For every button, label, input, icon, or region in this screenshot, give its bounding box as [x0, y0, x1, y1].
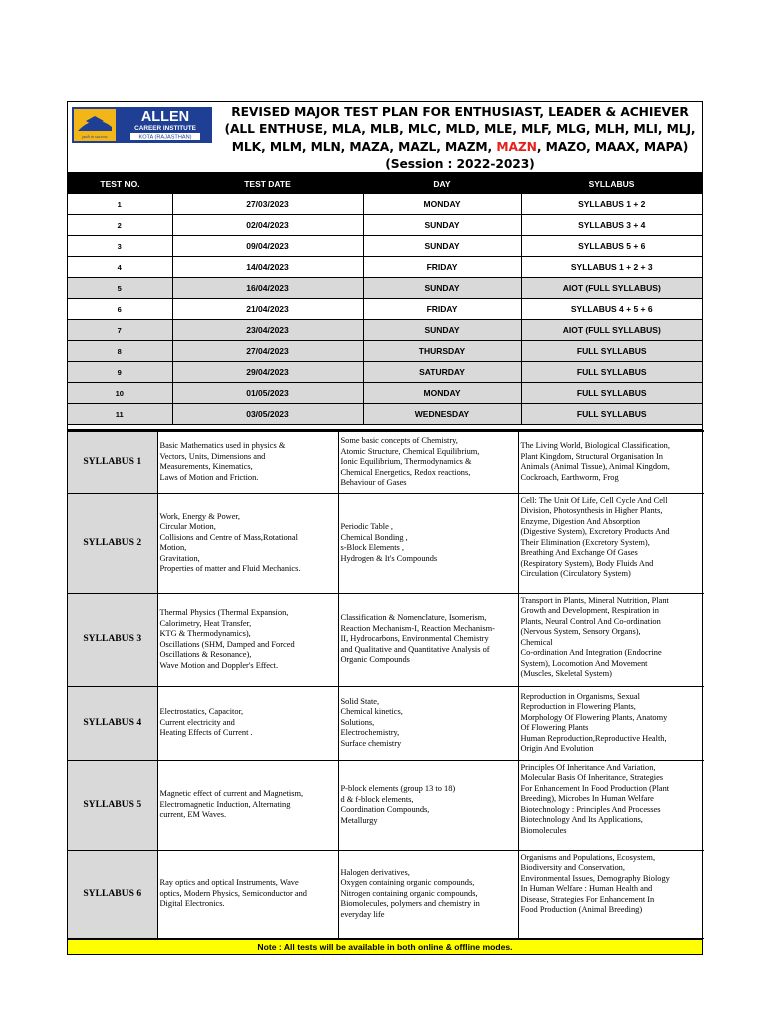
- topic-line: Plant Kingdom, Structural Organisation In: [520, 451, 663, 461]
- topic-line: Reproduction in Organisms, Sexual: [520, 691, 640, 701]
- schedule-row: [68, 257, 702, 278]
- biology-topics: [518, 760, 704, 850]
- highlighted-batch: MAZN: [496, 139, 537, 154]
- topic-line: Principles Of Inheritance And Variation,: [520, 762, 656, 772]
- test-day-cell: SUNDAY: [363, 236, 521, 257]
- title-line-3-end: , MAZO, MAAX, MAPA): [536, 139, 689, 154]
- logo-tagline: path to success: [82, 134, 108, 139]
- syllabus-row: [68, 850, 704, 938]
- column-header: SYLLABUS: [521, 173, 702, 194]
- topic-line: Surface chemistry: [340, 738, 402, 748]
- test-day-cell: FRIDAY: [363, 257, 521, 278]
- topic-line: Biotechnology : Principles And Processes: [520, 804, 661, 814]
- topic-line: Digital Electronics.: [159, 899, 225, 909]
- physics-topics: [157, 493, 338, 593]
- syllabus-label: SYLLABUS 1: [68, 431, 157, 493]
- allen-logo: [72, 107, 212, 143]
- topic-line: Circular Motion,: [159, 522, 216, 531]
- test-date-cell: 03/05/2023: [172, 404, 363, 425]
- syllabus-row: [68, 760, 704, 850]
- topic-line: and Qualitative and Quantitative Analysis of: [340, 644, 490, 654]
- syllabus-label: SYLLABUS 4: [68, 686, 157, 760]
- test-day-cell: SUNDAY: [363, 320, 521, 341]
- schedule-table: [68, 173, 702, 430]
- topic-line: Enzyme, Digestion And Absorption: [520, 516, 641, 526]
- topic-line: (Respiratory System), Body Fluids And: [520, 558, 654, 568]
- topic-line: Ionic Equilibrium, Thermodynamics &: [340, 457, 472, 466]
- test-number-cell: 11: [68, 404, 172, 425]
- topic-line: System), Locomotion And Movement: [520, 658, 648, 668]
- chemistry-topics: [338, 493, 518, 593]
- test-number-cell: 8: [68, 341, 172, 362]
- topic-line: Oscillations & Resonance),: [159, 650, 252, 659]
- test-number-cell: 10: [68, 383, 172, 404]
- test-syllabus-cell: FULL SYLLABUS: [521, 341, 702, 362]
- topic-line: Cockroach, Earthworm, Frog: [520, 472, 619, 482]
- biology-topics: [518, 593, 704, 686]
- topic-line: Their Elimination (Excretory System),: [520, 537, 650, 547]
- topic-line: optics, Modern Physics, Semiconductor and: [159, 888, 307, 898]
- topic-line: (Nervous System, Sensory Organs),: [520, 627, 641, 636]
- topic-line: Biotechnology And Its Applications,: [520, 815, 643, 824]
- schedule-header-row: [68, 173, 702, 194]
- test-syllabus-cell: AIOT (FULL SYLLABUS): [521, 320, 702, 341]
- topic-line: Halogen derivatives,: [340, 867, 410, 877]
- test-syllabus-cell: FULL SYLLABUS: [521, 362, 702, 383]
- test-date-cell: 09/04/2023: [172, 236, 363, 257]
- syllabus-label: SYLLABUS 3: [68, 593, 157, 686]
- topic-line: Work, Energy & Power,: [159, 511, 240, 521]
- biology-topics: [518, 493, 704, 593]
- test-number-cell: 7: [68, 320, 172, 341]
- test-syllabus-cell: FULL SYLLABUS: [521, 383, 702, 404]
- topic-line: Environmental Issues, Demography Biology: [520, 873, 670, 883]
- topic-line: Electrochemistry,: [340, 728, 400, 738]
- chemistry-topics: [338, 686, 518, 760]
- topic-line: KTG & Thermodynamics),: [159, 629, 251, 638]
- topic-line: s-Block Elements ,: [340, 543, 404, 552]
- schedule-row: [68, 320, 702, 341]
- topic-line: Basic Mathematics used in physics &: [159, 441, 286, 451]
- logo-location: KOTA (RAJASTHAN): [138, 134, 192, 141]
- topic-line: Breathing And Exchange Of Gases: [520, 548, 638, 557]
- topic-line: Atomic Structure, Chemical Equilibrium,: [340, 446, 480, 456]
- test-date-cell: 01/05/2023: [172, 383, 363, 404]
- topic-line: Current electricity and: [159, 717, 235, 727]
- test-syllabus-cell: SYLLABUS 4 + 5 + 6: [521, 299, 702, 320]
- test-date-cell: 16/04/2023: [172, 278, 363, 299]
- test-date-cell: 27/04/2023: [172, 341, 363, 362]
- topic-line: Organisms and Populations, Ecosystem,: [520, 852, 656, 862]
- test-day-cell: SATURDAY: [363, 362, 521, 383]
- test-syllabus-cell: SYLLABUS 1 + 2: [521, 194, 702, 215]
- topic-line: Coordination Compounds,: [340, 805, 430, 814]
- title-line-3-start: MLK, MLM, MLN, MAZA, MAZL, MAZM,: [231, 139, 497, 154]
- topic-line: Solutions,: [340, 717, 375, 727]
- topic-line: Biomolecules: [520, 825, 567, 835]
- topic-line: In Human Welfare : Human Health and: [520, 884, 653, 893]
- topic-line: Origin And Evolution: [520, 744, 594, 753]
- test-syllabus-cell: SYLLABUS 3 + 4: [521, 215, 702, 236]
- chemistry-topics: [338, 760, 518, 850]
- topic-line: Motion,: [159, 543, 187, 552]
- topic-line: Disease, Strategies For Enhancement In: [520, 894, 655, 904]
- test-number-cell: 3: [68, 236, 172, 257]
- chemistry-topics: [338, 431, 518, 493]
- biology-topics: [518, 431, 704, 493]
- column-header: TEST NO.: [68, 173, 172, 194]
- syllabus-label: SYLLABUS 5: [68, 760, 157, 850]
- title-line-1: REVISED MAJOR TEST PLAN FOR ENTHUSIAST, LEADER & ACHIEVER: [231, 105, 689, 119]
- topic-line: Organic Compounds: [340, 655, 410, 665]
- topic-line: Chemical Energetics, Redox reactions,: [340, 467, 471, 477]
- schedule-row: [68, 236, 702, 257]
- topic-line: (Muscles, Skeletal System): [520, 669, 612, 678]
- schedule-row: [68, 362, 702, 383]
- test-number-cell: 6: [68, 299, 172, 320]
- schedule-body: [68, 194, 702, 430]
- topic-line: Food Production (Animal Breeding): [520, 905, 643, 914]
- physics-topics: [157, 686, 338, 760]
- topic-line: Division, Photosynthesis in Higher Plants,: [520, 506, 663, 515]
- test-date-cell: 23/04/2023: [172, 320, 363, 341]
- topic-line: Chemical Bonding ,: [340, 532, 408, 542]
- topic-line: Calorimetry, Heat Transfer,: [159, 618, 252, 628]
- test-number-cell: 1: [68, 194, 172, 215]
- topic-line: Ray optics and optical Instruments, Wave: [159, 878, 299, 888]
- test-day-cell: SUNDAY: [363, 215, 521, 236]
- title-line-3: [218, 139, 702, 156]
- schedule-row: [68, 278, 702, 299]
- test-day-cell: WEDNESDAY: [363, 404, 521, 425]
- test-syllabus-cell: AIOT (FULL SYLLABUS): [521, 278, 702, 299]
- syllabus-row: [68, 493, 704, 593]
- logo-brand: ALLEN: [140, 109, 190, 125]
- test-number-cell: 4: [68, 257, 172, 278]
- topic-line: Metallurgy: [340, 815, 378, 825]
- syllabus-label: SYLLABUS 2: [68, 493, 157, 593]
- schedule-row: [68, 215, 702, 236]
- topic-line: Oscillations (SHM, Damped and Forced: [159, 639, 295, 649]
- title-line-2: (ALL ENTHUSE, MLA, MLB, MLC, MLD, MLE, MLF, MLG, MLH, MLI, MLJ,: [224, 122, 696, 137]
- topic-line: Chemical: [520, 637, 553, 647]
- topic-line: Measurements, Kinematics,: [159, 462, 253, 472]
- topic-line: Wave Motion and Doppler's Effect.: [159, 660, 279, 670]
- topic-line: Plants, Neural Control And Co-ordination: [520, 616, 661, 626]
- topic-line: Hydrogen & It's Compounds: [340, 553, 438, 563]
- topic-line: Cell: The Unit Of Life, Cell Cycle And Cell: [520, 495, 668, 505]
- topic-line: Vectors, Units, Dimensions and: [159, 451, 266, 461]
- test-day-cell: THURSDAY: [363, 341, 521, 362]
- biology-topics: [518, 686, 704, 760]
- syllabus-body: [68, 431, 704, 938]
- topic-line: Co-ordination And Integration (Endocrine: [520, 648, 662, 657]
- test-day-cell: MONDAY: [363, 383, 521, 404]
- chemistry-topics: [338, 593, 518, 686]
- topic-line: Transport in Plants, Mineral Nutrition, Plant: [520, 595, 669, 605]
- schedule-row: [68, 299, 702, 320]
- topic-line: Solid State,: [340, 696, 380, 706]
- topic-line: (Digestive System), Excretory Products And: [520, 527, 670, 536]
- topic-line: Growth and Development, Respiration in: [520, 606, 659, 615]
- biology-topics: [518, 850, 704, 938]
- topic-line: Reproduction in Flowering Plants,: [520, 702, 636, 711]
- topic-line: Reaction Mechanism-I, Reaction Mechanism-: [340, 623, 495, 633]
- schedule-row: [68, 341, 702, 362]
- column-header: DAY: [363, 173, 521, 194]
- test-date-cell: 14/04/2023: [172, 257, 363, 278]
- spacer: [68, 425, 702, 430]
- schedule-row: [68, 404, 702, 425]
- topic-line: P-block elements (group 13 to 18): [340, 784, 456, 793]
- topic-line: d & f-block elements,: [340, 794, 414, 804]
- test-day-cell: SUNDAY: [363, 278, 521, 299]
- test-syllabus-cell: SYLLABUS 1 + 2 + 3: [521, 257, 702, 278]
- topic-line: Molecular Basis Of Inheritance, Strategies: [520, 773, 664, 782]
- topic-line: Thermal Physics (Thermal Expansion,: [159, 608, 289, 617]
- topic-line: Of Flowering Plants: [520, 723, 589, 732]
- topic-line: For Enhancement In Food Production (Plant: [520, 783, 670, 793]
- topic-line: Collisions and Centre of Mass,Rotational: [159, 532, 298, 542]
- column-header: TEST DATE: [172, 173, 363, 194]
- topic-line: Magnetic effect of current and Magnetism,: [159, 789, 304, 799]
- test-syllabus-cell: FULL SYLLABUS: [521, 404, 702, 425]
- topic-line: Electrostatics, Capacitor,: [159, 707, 244, 717]
- syllabus-row: [68, 593, 704, 686]
- page-header: [68, 102, 702, 173]
- topic-line: Periodic Table ,: [340, 522, 394, 531]
- syllabus-label: SYLLABUS 6: [68, 850, 157, 938]
- topic-line: The Living World, Biological Classification,: [520, 441, 670, 451]
- topic-line: Laws of Motion and Friction.: [159, 472, 259, 482]
- topic-line: Animals (Animal Tissue), Animal Kingdom,: [520, 462, 670, 472]
- topic-line: Properties of matter and Fluid Mechanics.: [159, 564, 301, 573]
- topic-line: current, EM Waves.: [159, 810, 227, 820]
- topic-line: Electromagnetic Induction, Alternating: [159, 799, 291, 809]
- topic-line: Behaviour of Gases: [340, 478, 407, 487]
- chemistry-topics: [338, 850, 518, 938]
- topic-line: everyday life: [340, 909, 385, 919]
- page-title: [218, 104, 702, 173]
- test-day-cell: FRIDAY: [363, 299, 521, 320]
- topic-line: Morphology Of Flowering Plants, Anatomy: [520, 712, 668, 722]
- topic-line: Nitrogen containing organic compounds,: [340, 888, 478, 898]
- physics-topics: [157, 593, 338, 686]
- test-number-cell: 5: [68, 278, 172, 299]
- test-date-cell: 21/04/2023: [172, 299, 363, 320]
- syllabus-row: [68, 431, 704, 493]
- physics-topics: [157, 431, 338, 493]
- physics-topics: [157, 760, 338, 850]
- test-date-cell: 27/03/2023: [172, 194, 363, 215]
- topic-line: Chemical kinetics,: [340, 707, 403, 717]
- topic-line: Oxygen containing organic compounds,: [340, 878, 475, 888]
- test-plan-sheet: [67, 101, 703, 955]
- session-label: (Session : 2022-2023): [385, 156, 535, 171]
- test-date-cell: 29/04/2023: [172, 362, 363, 383]
- syllabus-table: [68, 430, 704, 939]
- topic-line: Gravitation,: [159, 553, 200, 563]
- topic-line: Biodiversity and Conservation,: [520, 863, 625, 872]
- topic-line: Breeding), Microbes In Human Welfare: [520, 794, 654, 803]
- test-number-cell: 2: [68, 215, 172, 236]
- test-number-cell: 9: [68, 362, 172, 383]
- syllabus-row: [68, 686, 704, 760]
- test-date-cell: 02/04/2023: [172, 215, 363, 236]
- test-syllabus-cell: SYLLABUS 5 + 6: [521, 236, 702, 257]
- topic-line: Heating Effects of Current .: [159, 728, 253, 738]
- topic-line: II, Hydrocarbons, Environmental Chemistry: [340, 634, 489, 644]
- topic-line: Classification & Nomenclature, Isomerism,: [340, 613, 487, 623]
- topic-line: Circulation (Circulatory System): [520, 569, 631, 578]
- logo-institute: CAREER INSTITUTE: [134, 125, 196, 132]
- physics-topics: [157, 850, 338, 938]
- schedule-row: [68, 194, 702, 215]
- topic-line: Biomolecules, polymers and chemistry in: [340, 899, 480, 909]
- topic-line: Human Reproduction,Reproductive Health,: [520, 733, 667, 743]
- footer-note: Note : All tests will be available in both online & offline modes.: [68, 939, 702, 954]
- schedule-row: [68, 383, 702, 404]
- topic-line: Some basic concepts of Chemistry,: [340, 436, 458, 445]
- test-day-cell: MONDAY: [363, 194, 521, 215]
